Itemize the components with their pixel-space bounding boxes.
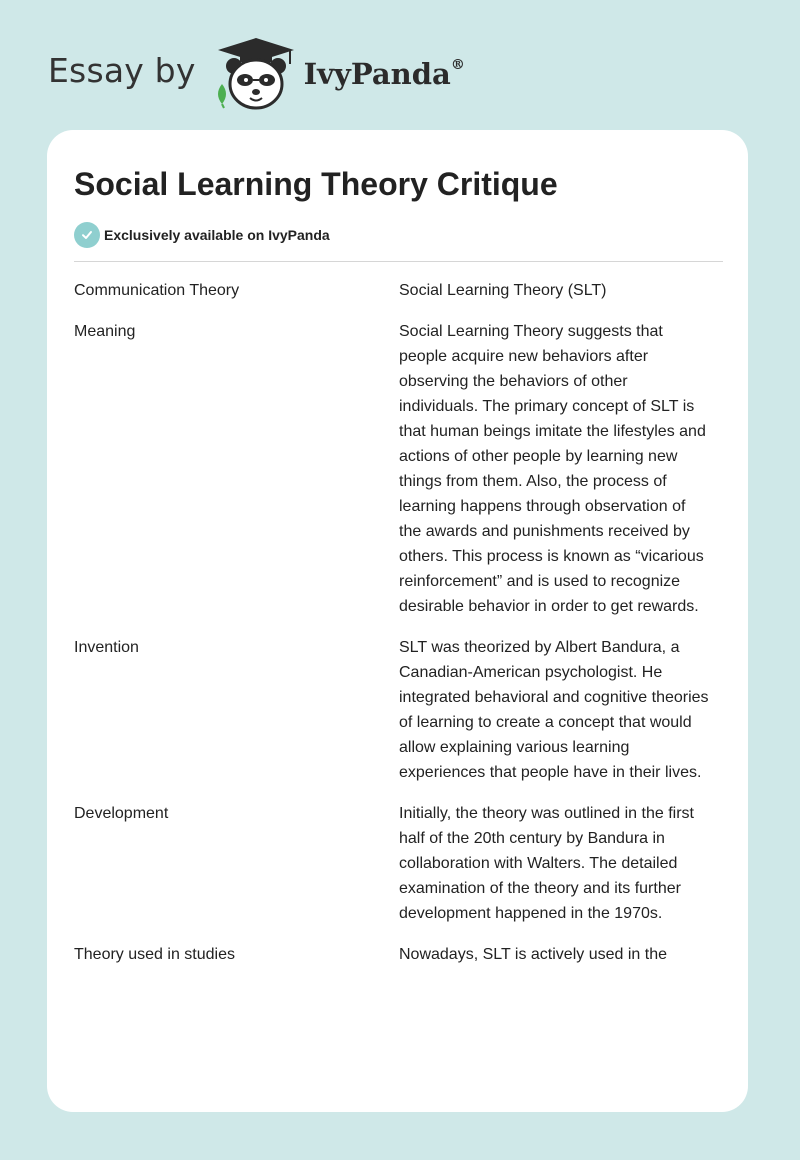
registered-mark: ®: [450, 57, 465, 74]
table-row: [74, 635, 734, 785]
row-description: Social Learning Theory (SLT): [399, 282, 607, 299]
table-row: [74, 801, 734, 926]
page-title: Social Learning Theory Critique: [74, 166, 558, 202]
table-row: [74, 319, 734, 619]
table-row: [74, 942, 734, 967]
row-term: Meaning: [74, 323, 136, 340]
row-description: Social Learning Theory suggests that people acquire new behaviors after observing the behaviors of other individuals. The primary concept of SLT is that human beings imitate the lifestyles and actions of other people by learning new things from them. Also, the process of learning happens through observation of the awards and punishments received by others. This process is known as “vicarious reinforcement” and is used to recognize desirable behavior in order to get rewards.: [399, 323, 706, 615]
theory-table: [74, 278, 734, 983]
brand-name: IvyPanda®: [303, 57, 465, 91]
row-description: Initially, the theory was outlined in the first half of the 20th century by Bandura in collaboration with Walters. The detailed examination of the theory and its further development happened in the 1970s.: [399, 805, 694, 922]
exclusive-badge: [74, 222, 330, 248]
check-circle-icon: [74, 222, 100, 248]
row-term: Development: [74, 805, 169, 822]
row-term: Theory used in studies: [74, 946, 235, 963]
table-row: [74, 278, 734, 303]
document-card: [47, 130, 748, 1112]
row-description: SLT was theorized by Albert Bandura, a Canadian-American psychologist. He integrated behavioral and cognitive theories of learning to create a concept that would allow explaining various learning experiences that people have in their lives.: [399, 639, 709, 781]
brand-logo[interactable]: [48, 36, 465, 112]
row-term: Communication Theory: [74, 282, 240, 299]
panda-mascot-icon: [210, 36, 302, 112]
brand-prefix: Essay by: [48, 50, 196, 90]
row-term: Invention: [74, 639, 139, 656]
row-description: Nowadays, SLT is actively used in the: [399, 946, 667, 963]
badge-text: Exclusively available on IvyPanda: [104, 227, 330, 243]
divider: [74, 261, 723, 262]
